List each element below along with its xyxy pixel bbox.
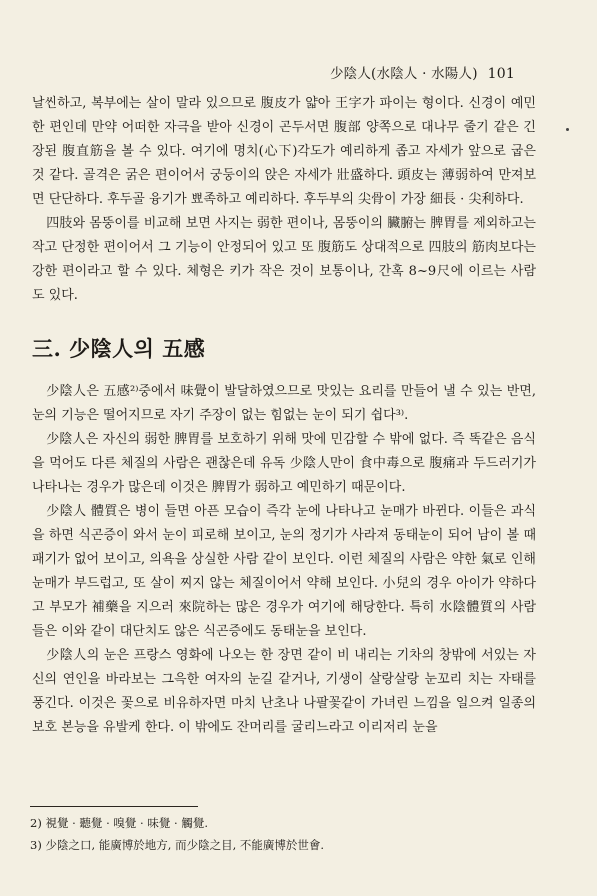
footnote-divider <box>30 806 198 807</box>
speck <box>566 128 569 131</box>
paragraph: 四肢와 몸뚱이를 비교해 보면 사지는 弱한 편이나, 몸뚱이의 臟腑는 脾胃를 제외하고는 작고 단정한 편이어서 그 기능이 안정되어 있고 또 腹筋도 상대적으로 四肢의 筋肉보다는 강한 편이라고 할 수 있다. 체형은 키가 작은 것이 보통이나, 간혹 8~9尺에 이르는 사람도 있다. <box>32 216 536 303</box>
section-heading: 三. 少陰人의 五感 <box>32 336 206 361</box>
paragraph: 少陰人 體質은 병이 들면 아픈 모습이 즉각 눈에 나타나고 눈매가 바뀐다. 이들은 과식을 하면 식곤증이 와서 눈이 피로해 보이고, 눈의 정기가 사라져 동태눈이 되어 남이 볼 때 패기가 없어 보이고, 의욕을 상실한 사람 같이 보인다. 이런 체질의 사람은 약한 氣로 인해 눈매가 부드럽고, 또 살이 찌지 않는 체질이어서 약해 보인다. 小兒의 경우 아이가 약하다고 부모가 補藥을 지으러 來院하는 많은 경우가 여기에 해당한다. 특히 水陰體質의 사람들은 이와 같이 대단치도 않은 식곤증에도 동태눈을 보인다. <box>32 504 536 639</box>
body-text <box>32 92 536 740</box>
page-number: 101 <box>487 66 515 82</box>
footnote: 3) 少陰之口, 能廣博於地方, 而少陰之目, 不能廣博於世會. <box>30 838 325 852</box>
footnotes <box>30 812 534 856</box>
running-title: 少陰人(水陰人 · 水陽人) <box>329 66 478 82</box>
footnote: 2) 視覺 · 聽覺 · 嗅覺 · 味覺 · 觸覺. <box>30 816 208 830</box>
paragraph: 少陰人은 五感²⁾중에서 味覺이 발달하였으므로 맛있는 요리를 만들어 낼 수 있는 반면, 눈의 기능은 떨어지므로 자기 주장이 없는 힘없는 눈이 되기 쉽다³⁾. <box>32 384 536 423</box>
paragraph: 날씬하고, 복부에는 살이 말라 있으므로 腹皮가 얇아 王字가 파이는 형이다. 신경이 예민한 편인데 만약 어떠한 자극을 받아 신경이 곤두서면 腹部 양쪽으로 대나무 줄기 같은 긴장된 腹直筋을 볼 수 있다. 여기에 명치(心下)각도가 예리하게 좁고 자세가 앞으로 굽은 것 같다. 골격은 굵은 편이어서 궁둥이의 앉은 자세가 壯盛하다. 頭皮는 薄弱하여 만져보면 단단하다. 후두골 융기가 뾰족하고 예리하다. 후두부의 尖骨이 가장 細長 · 尖利하다. <box>32 96 536 207</box>
running-header <box>330 62 515 82</box>
paragraph: 少陰人의 눈은 프랑스 영화에 나오는 한 장면 같이 비 내리는 기차의 창밖에 서있는 자신의 연인을 바라보는 그윽한 여자의 눈길 같거나, 기생이 살랑살랑 눈꼬리 치는 자태를 풍긴다. 이것은 꽃으로 비유하자면 마치 난초나 나팔꽃같이 가녀린 느낌을 일으켜 일종의 보호 본능을 유발케 한다. 이 밖에도 잔머리를 굴리느라고 이리저리 눈을 <box>32 648 536 735</box>
paragraph: 少陰人은 자신의 弱한 脾胃를 보호하기 위해 맛에 민감할 수 밖에 없다. 즉 똑같은 음식을 먹어도 다른 체질의 사람은 괜찮은데 유독 少陰人만이 食中毒으로 腹痛과 두드러기가 나타나는 경우가 많은데 이것은 脾胃가 弱하고 예민하기 때문이다. <box>32 432 536 495</box>
